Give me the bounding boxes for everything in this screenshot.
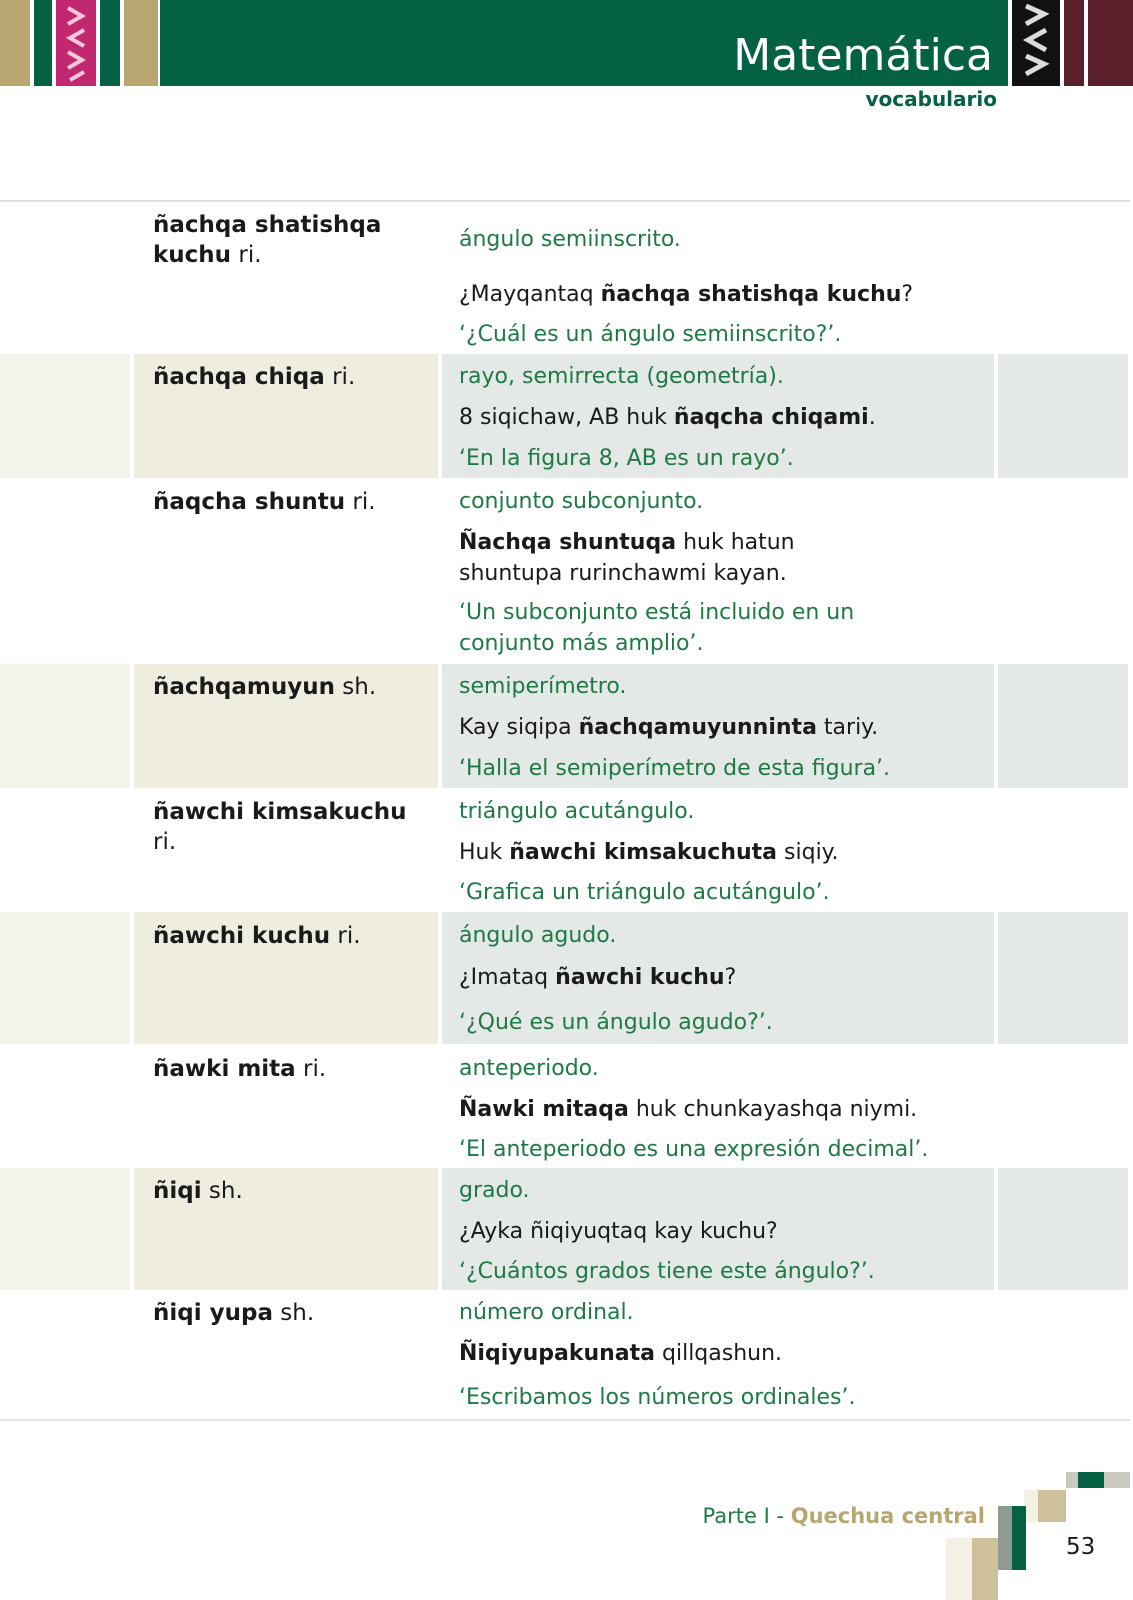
entry-example: ¿Ayka ñiqiyuqtaq kay kuchu? bbox=[459, 1219, 778, 1244]
vocab-entry bbox=[0, 788, 1130, 912]
entry-translation: ‘¿Cuántos grados tiene este ángulo?’. bbox=[459, 1259, 875, 1284]
entry-example: Huk ñawchi kimsakuchuta siqiy. bbox=[459, 840, 839, 865]
vocab-entry bbox=[0, 354, 1130, 478]
entry-term: ñaqcha shuntu ri. bbox=[153, 489, 376, 515]
row-shade bbox=[998, 354, 1128, 478]
entry-term: ñiqi yupa sh. bbox=[153, 1300, 315, 1326]
entry-translation: ‘¿Qué es un ángulo agudo?’. bbox=[459, 1010, 773, 1035]
entry-example: Kay siqipa ñachqamuyunninta tariy. bbox=[459, 715, 879, 740]
decor-stripe bbox=[1088, 0, 1133, 86]
entry-term: ñawchi kuchu ri. bbox=[153, 923, 361, 949]
entry-meaning: número ordinal. bbox=[459, 1300, 634, 1325]
entry-meaning: conjunto subconjunto. bbox=[459, 489, 704, 514]
decor-stripe bbox=[0, 0, 30, 86]
entry-translation: ‘Halla el semiperímetro de esta figura’. bbox=[459, 756, 891, 781]
entry-term: ñiqi sh. bbox=[153, 1178, 243, 1204]
entry-meaning: rayo, semirrecta (geometría). bbox=[459, 364, 784, 389]
entry-meaning: ángulo semiinscrito. bbox=[459, 227, 681, 252]
entry-example: ¿Imataq ñawchi kuchu? bbox=[459, 965, 737, 990]
page-number: 53 bbox=[1066, 1534, 1096, 1560]
row-shade bbox=[0, 664, 130, 788]
entry-translation: ‘En la figura 8, AB es un rayo’. bbox=[459, 446, 794, 471]
row-shade bbox=[0, 354, 130, 478]
row-shade bbox=[998, 664, 1128, 788]
vocab-entry bbox=[0, 912, 1130, 1044]
decor-stripe bbox=[34, 0, 52, 86]
entry-translation: ‘Escribamos los números ordinales’. bbox=[459, 1385, 856, 1410]
row-shade bbox=[0, 1168, 130, 1290]
page-subtitle: vocabulario bbox=[865, 87, 997, 111]
footer-part-label: Parte I - Quechua central bbox=[702, 1504, 985, 1528]
entry-example: 8 siqichaw, AB huk ñaqcha chiqami. bbox=[459, 405, 876, 430]
decor-stripe bbox=[1064, 0, 1084, 86]
vocab-entry bbox=[0, 1168, 1130, 1290]
entry-example: Ñachqa shuntuqa huk hatun shuntupa rurinchawmi kayan. bbox=[459, 530, 795, 586]
divider bbox=[0, 1419, 1130, 1421]
vocab-entry bbox=[0, 478, 1130, 664]
vocab-entry bbox=[0, 664, 1130, 788]
entry-translation: ‘¿Cuál es un ángulo semiinscrito?’. bbox=[459, 322, 842, 347]
entry-term: ñawki mita ri. bbox=[153, 1056, 327, 1082]
entry-translation: ‘El anteperiodo es una expresión decimal’. bbox=[459, 1137, 929, 1162]
page-title: Matemática bbox=[733, 30, 993, 81]
entry-term: ñachqa shatishqa kuchu ri. bbox=[153, 212, 382, 268]
entry-meaning: grado. bbox=[459, 1178, 530, 1203]
entry-meaning: semiperímetro. bbox=[459, 674, 627, 699]
magenta-pattern-icon bbox=[56, 0, 96, 86]
entry-meaning: anteperiodo. bbox=[459, 1056, 599, 1081]
vocab-entry bbox=[0, 202, 1130, 354]
entry-example: ¿Mayqantaq ñachqa shatishqa kuchu? bbox=[459, 282, 914, 307]
entry-meaning: triángulo acutángulo. bbox=[459, 799, 695, 824]
entry-example: Ñawki mitaqa huk chunkayashqa niymi. bbox=[459, 1097, 918, 1122]
header-band bbox=[0, 0, 1133, 88]
vocab-entry bbox=[0, 1044, 1130, 1168]
row-shade bbox=[0, 912, 130, 1044]
entry-term: ñachqa chiqa ri. bbox=[153, 364, 356, 390]
decor-stripe bbox=[124, 0, 158, 86]
vocab-entry bbox=[0, 1290, 1130, 1419]
black-pattern-icon bbox=[1012, 0, 1060, 86]
entry-example: Ñiqiyupakunata qillqashun. bbox=[459, 1341, 783, 1366]
entry-term: ñachqamuyun sh. bbox=[153, 674, 377, 700]
row-shade bbox=[998, 1168, 1128, 1290]
entry-translation: ‘Grafica un triángulo acutángulo’. bbox=[459, 880, 830, 905]
entry-term: ñawchi kimsakuchu ri. bbox=[153, 799, 407, 855]
decor-stripe bbox=[100, 0, 120, 86]
entry-meaning: ángulo agudo. bbox=[459, 923, 617, 948]
row-shade bbox=[998, 912, 1128, 1044]
entry-translation: ‘Un subconjunto está incluido en un conjunto más amplio’. bbox=[459, 600, 855, 656]
